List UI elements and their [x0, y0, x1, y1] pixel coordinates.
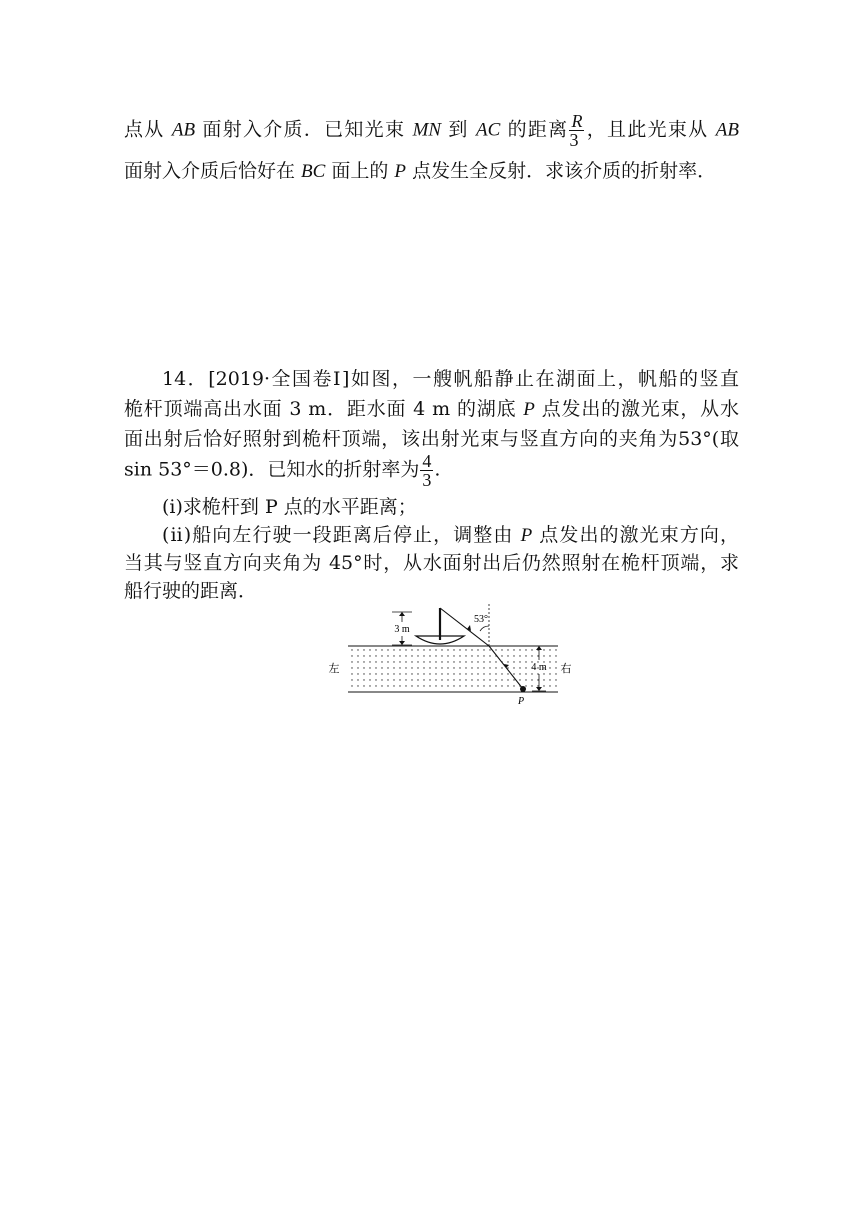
fraction-4-over-3: [420, 452, 433, 489]
text-segment: 的距离: [500, 118, 569, 141]
text-segment: 点从: [124, 118, 172, 141]
problem-source: [2019·全国卷Ⅰ]: [208, 368, 350, 390]
problem-number: 14．: [162, 368, 209, 390]
fraction-numerator: R: [571, 111, 583, 131]
text-segment: 点发出的激光束方向，: [532, 524, 739, 546]
fraction-r-over-3: [569, 112, 584, 149]
text-segment: 面射入介质．已知光束: [195, 118, 413, 141]
problem-14-line-2: [124, 394, 739, 425]
text-segment: 如图，一艘帆船静止在湖面上，帆船的竖直: [349, 368, 739, 390]
problem-14-line-1: [162, 364, 739, 394]
point-p: [520, 686, 526, 692]
problem-14-line-4: [124, 452, 739, 489]
fraction-denominator: 3: [422, 470, 432, 490]
text-segment: sin 53°＝0.8)．已知水的折射率为: [124, 458, 420, 481]
math-p: P: [394, 161, 407, 182]
question-ii-line-1: [162, 520, 739, 551]
text-segment: 到: [441, 118, 477, 141]
math-bc: BC: [301, 161, 326, 182]
label-p: P: [517, 696, 525, 707]
problem-14-line-3: [124, 424, 739, 454]
math-mn: MN: [412, 119, 442, 141]
math-ab: AB: [715, 119, 739, 141]
water-region: [348, 646, 558, 691]
question-ii-line-2: [124, 548, 739, 578]
math-ac: AC: [476, 119, 501, 141]
label-4m: 4 m: [531, 662, 547, 673]
label-3m: 3 m: [394, 624, 410, 635]
text-segment: 当其与竖直方向夹角为 45°时，从水面射出后仍然照射在桅杆顶端，求: [124, 552, 739, 574]
fraction-numerator: 4: [422, 451, 432, 471]
fraction-denominator: 3: [569, 130, 579, 150]
text-segment: 点发出的激光束，从水: [534, 398, 739, 420]
text-segment: 面出射后恰好照射到桅杆顶端，该出射光束与竖直方向的夹角为53°(取: [124, 428, 739, 450]
text-segment: 点发生全反射．求该介质的折射率．: [406, 160, 717, 182]
text-segment: 桅杆顶端高出水面 3 m．距水面 4 m 的湖底: [124, 398, 524, 420]
label-left: 左: [328, 663, 340, 675]
label-right: 右: [560, 663, 572, 675]
text-segment: 面射入介质后恰好在: [124, 160, 302, 182]
math-ab: AB: [171, 119, 196, 141]
lake-boat-figure: [320, 600, 580, 710]
text-segment: ，且此光束从: [585, 118, 716, 141]
question-i: [162, 492, 777, 522]
math-p: P: [523, 399, 535, 420]
label-angle: 53°: [474, 614, 488, 625]
prev-problem-line-2: [124, 156, 739, 187]
text-segment: .: [434, 458, 441, 481]
math-p: P: [520, 525, 533, 546]
figure-svg: [320, 600, 580, 710]
text-segment: 船行驶的距离．: [124, 580, 258, 602]
text-segment: (ⅰ)求桅杆到 P 点的水平距离；: [162, 496, 417, 518]
text-segment: 面上的: [325, 160, 395, 182]
prev-problem-line-1: [124, 112, 739, 149]
text-segment: (ⅱ)船向左行驶一段距离后停止，调整由: [162, 524, 521, 546]
